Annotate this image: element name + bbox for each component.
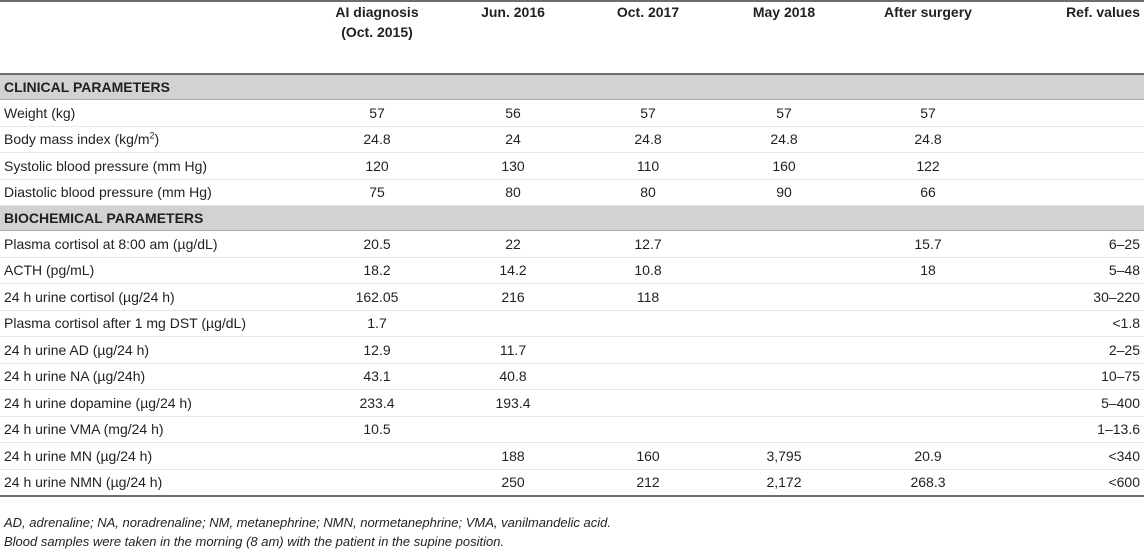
value-cell: 193.4 xyxy=(450,390,576,417)
value-cell: 110 xyxy=(576,153,720,180)
value-cell xyxy=(720,257,848,284)
value-cell xyxy=(720,231,848,258)
value-cell xyxy=(450,416,576,443)
row-label: Systolic blood pressure (mm Hg) xyxy=(0,153,304,180)
table-row xyxy=(0,179,1144,206)
value-cell: 57 xyxy=(720,100,848,127)
value-cell xyxy=(450,310,576,337)
ref-value-cell: <1.8 xyxy=(1008,310,1144,337)
table-row xyxy=(0,153,1144,180)
value-cell: 160 xyxy=(720,153,848,180)
ref-value-cell: 30–220 xyxy=(1008,284,1144,311)
ref-value-cell: 5–400 xyxy=(1008,390,1144,417)
value-cell: 2,172 xyxy=(720,469,848,496)
row-label: 24 h urine cortisol (µg/24 h) xyxy=(0,284,304,311)
value-cell: 24.8 xyxy=(720,126,848,153)
row-label: Weight (kg) xyxy=(0,100,304,127)
table-row xyxy=(0,337,1144,364)
value-cell: 233.4 xyxy=(304,390,450,417)
value-cell: 24.8 xyxy=(576,126,720,153)
ref-value-cell: 10–75 xyxy=(1008,363,1144,390)
ref-value-cell xyxy=(1008,179,1144,206)
value-cell xyxy=(848,337,1008,364)
value-cell xyxy=(720,337,848,364)
ref-value-cell: <340 xyxy=(1008,443,1144,470)
value-cell: 20.9 xyxy=(848,443,1008,470)
row-label: Body mass index $(kg/m^2)$ xyxy=(0,126,304,153)
row-label: 24 h urine AD (µg/24 h) xyxy=(0,337,304,364)
table-row xyxy=(0,390,1144,417)
ref-value-cell: 6–25 xyxy=(1008,231,1144,258)
value-cell xyxy=(720,363,848,390)
value-cell: 1.7 xyxy=(304,310,450,337)
value-cell xyxy=(576,390,720,417)
value-cell: 10.8 xyxy=(576,257,720,284)
value-cell xyxy=(848,363,1008,390)
section-title: BIOCHEMICAL PARAMETERS xyxy=(0,206,1144,231)
header-row xyxy=(0,1,1144,74)
value-cell xyxy=(848,284,1008,311)
section-header-row xyxy=(0,74,1144,100)
header-blank xyxy=(0,1,304,74)
ref-value-cell: 5–48 xyxy=(1008,257,1144,284)
value-cell xyxy=(720,310,848,337)
value-cell: 212 xyxy=(576,469,720,496)
row-label: Diastolic blood pressure (mm Hg) xyxy=(0,179,304,206)
ref-value-cell: 2–25 xyxy=(1008,337,1144,364)
column-header: May 2018 xyxy=(720,1,848,74)
table-body xyxy=(0,74,1144,496)
value-cell: 12.9 xyxy=(304,337,450,364)
value-cell: 15.7 xyxy=(848,231,1008,258)
ref-value-cell: <600 xyxy=(1008,469,1144,496)
row-label: 24 h urine NMN (µg/24 h) xyxy=(0,469,304,496)
value-cell xyxy=(576,363,720,390)
footnote-samples: Blood samples were taken in the morning (8 am) with the patient in the supine position. xyxy=(4,534,505,549)
table-row xyxy=(0,257,1144,284)
row-label: 24 h urine NA (µg/24h) xyxy=(0,363,304,390)
table-row xyxy=(0,443,1144,470)
table-row xyxy=(0,231,1144,258)
ref-value-cell xyxy=(1008,126,1144,153)
value-cell: 90 xyxy=(720,179,848,206)
value-cell: 80 xyxy=(450,179,576,206)
row-label: 24 h urine MN (µg/24 h) xyxy=(0,443,304,470)
value-cell: 24 xyxy=(450,126,576,153)
value-cell: 18 xyxy=(848,257,1008,284)
section-header-row xyxy=(0,206,1144,231)
value-cell: 43.1 xyxy=(304,363,450,390)
value-cell xyxy=(720,284,848,311)
value-cell: 24.8 xyxy=(304,126,450,153)
column-header: Oct. 2017 xyxy=(576,1,720,74)
value-cell: 40.8 xyxy=(450,363,576,390)
value-cell xyxy=(720,390,848,417)
value-cell: 268.3 xyxy=(848,469,1008,496)
table-row xyxy=(0,469,1144,496)
table-row xyxy=(0,416,1144,443)
table-row xyxy=(0,100,1144,127)
value-cell: 130 xyxy=(450,153,576,180)
ref-value-cell xyxy=(1008,153,1144,180)
value-cell: 66 xyxy=(848,179,1008,206)
row-label: ACTH (pg/mL) xyxy=(0,257,304,284)
footnotes xyxy=(4,513,611,551)
ref-value-cell: 1–13.6 xyxy=(1008,416,1144,443)
value-cell: 57 xyxy=(304,100,450,127)
table-row xyxy=(0,284,1144,311)
value-cell: 216 xyxy=(450,284,576,311)
value-cell: 122 xyxy=(848,153,1008,180)
value-cell: 12.7 xyxy=(576,231,720,258)
value-cell xyxy=(848,416,1008,443)
footnote-abbreviations: AD, adrenaline; NA, noradrenaline; NM, metanephrine; NMN, normetanephrine; VMA, vanilmandelic acid. xyxy=(4,515,611,530)
value-cell: 188 xyxy=(450,443,576,470)
table-row xyxy=(0,126,1144,153)
value-cell: 18.2 xyxy=(304,257,450,284)
value-cell: 56 xyxy=(450,100,576,127)
row-label: Plasma cortisol at 8:00 am (µg/dL) xyxy=(0,231,304,258)
value-cell xyxy=(720,416,848,443)
value-cell: 75 xyxy=(304,179,450,206)
value-cell xyxy=(576,310,720,337)
value-cell: 24.8 xyxy=(848,126,1008,153)
value-cell xyxy=(576,416,720,443)
value-cell: 162.05 xyxy=(304,284,450,311)
value-cell: 250 xyxy=(450,469,576,496)
value-cell: 160 xyxy=(576,443,720,470)
column-header: After surgery xyxy=(848,1,1008,74)
value-cell: 57 xyxy=(848,100,1008,127)
value-cell xyxy=(848,310,1008,337)
row-label: 24 h urine dopamine (µg/24 h) xyxy=(0,390,304,417)
table-row xyxy=(0,310,1144,337)
column-header: Ref. values xyxy=(1008,1,1144,74)
ref-value-cell xyxy=(1008,100,1144,127)
value-cell: 57 xyxy=(576,100,720,127)
value-cell: 14.2 xyxy=(450,257,576,284)
column-header: Jun. 2016 xyxy=(450,1,576,74)
value-cell: 20.5 xyxy=(304,231,450,258)
value-cell: 22 xyxy=(450,231,576,258)
value-cell xyxy=(576,337,720,364)
value-cell: 120 xyxy=(304,153,450,180)
value-cell: 11.7 xyxy=(450,337,576,364)
section-title: CLINICAL PARAMETERS xyxy=(0,74,1144,100)
value-cell: 80 xyxy=(576,179,720,206)
value-cell xyxy=(848,390,1008,417)
row-label: 24 h urine VMA (mg/24 h) xyxy=(0,416,304,443)
row-label: Plasma cortisol after 1 mg DST (µg/dL) xyxy=(0,310,304,337)
value-cell: 118 xyxy=(576,284,720,311)
value-cell xyxy=(304,443,450,470)
value-cell: 3,795 xyxy=(720,443,848,470)
value-cell: 10.5 xyxy=(304,416,450,443)
value-cell xyxy=(304,469,450,496)
table-row xyxy=(0,363,1144,390)
column-header: AI diagnosis (Oct. 2015) xyxy=(304,1,450,74)
